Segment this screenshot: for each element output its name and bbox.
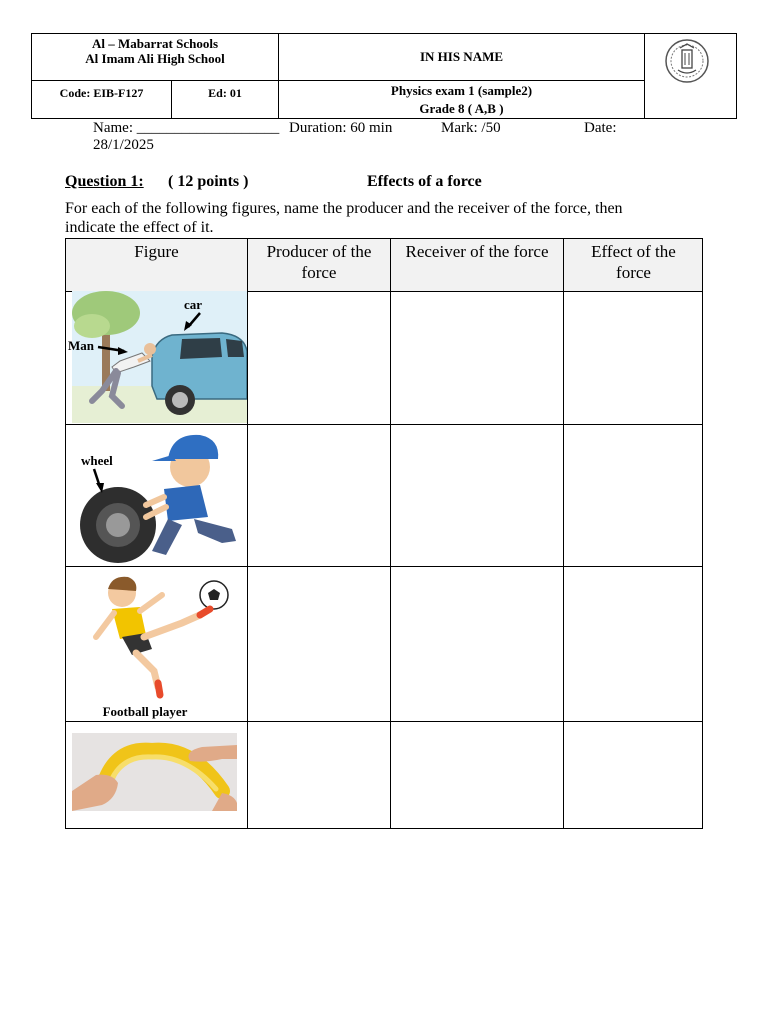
column-divider — [390, 239, 391, 828]
column-divider — [563, 239, 564, 828]
in-his-name: IN HIS NAME — [419, 49, 504, 64]
question-points: ( 12 points ) — [168, 173, 249, 190]
instruction-line: For each of the following figures, name the producer and the receiver of the force, then — [65, 200, 623, 217]
header-producer: Producer of the force — [266, 242, 372, 282]
hands-bending-balloon-icon — [72, 733, 237, 811]
header-figure: Figure — [134, 242, 179, 261]
man-pushing-car-icon — [72, 291, 247, 423]
instruction-line: indicate the effect of it. — [65, 219, 214, 236]
date-value: 28/1/2025 — [93, 137, 154, 153]
row-divider — [66, 721, 702, 722]
school-name: Al – Mabarrat Schools — [91, 36, 219, 51]
football-player-icon — [82, 571, 232, 701]
exam-header — [31, 33, 737, 119]
student-name-field: Name: ___________________ — [93, 120, 280, 136]
question-title: Question 1: — [65, 173, 144, 190]
label-football-player: Football player — [102, 704, 188, 719]
exam-code: Code: EIB-F127 — [59, 86, 144, 100]
question-instruction — [65, 199, 705, 237]
exam-mark: Mark: /50 — [441, 120, 501, 136]
school-name-block — [32, 36, 278, 66]
forces-table — [65, 238, 703, 829]
date-label: Date: — [584, 120, 617, 136]
header-divider — [32, 80, 644, 81]
question-topic: Effects of a force — [367, 173, 482, 190]
label-man: Man — [68, 338, 94, 353]
header-divider — [644, 34, 645, 119]
label-wheel: wheel — [81, 453, 113, 468]
header-receiver: Receiver of the force — [405, 242, 549, 261]
school-branch: Al Imam Ali High School — [85, 51, 225, 66]
header-effect: Effect of the force — [591, 242, 676, 282]
column-divider — [247, 239, 248, 828]
exam-title: Physics exam 1 (sample2) — [390, 83, 533, 98]
label-car: car — [184, 297, 203, 312]
exam-edition: Ed: 01 — [208, 86, 242, 100]
school-seal-icon — [664, 36, 710, 86]
exam-grade: Grade 8 ( A,B ) — [419, 101, 504, 116]
row-divider — [66, 566, 702, 567]
boy-pushing-wheel-icon — [72, 425, 247, 565]
exam-duration: Duration: 60 min — [289, 120, 393, 136]
exam-title-block — [279, 82, 644, 118]
